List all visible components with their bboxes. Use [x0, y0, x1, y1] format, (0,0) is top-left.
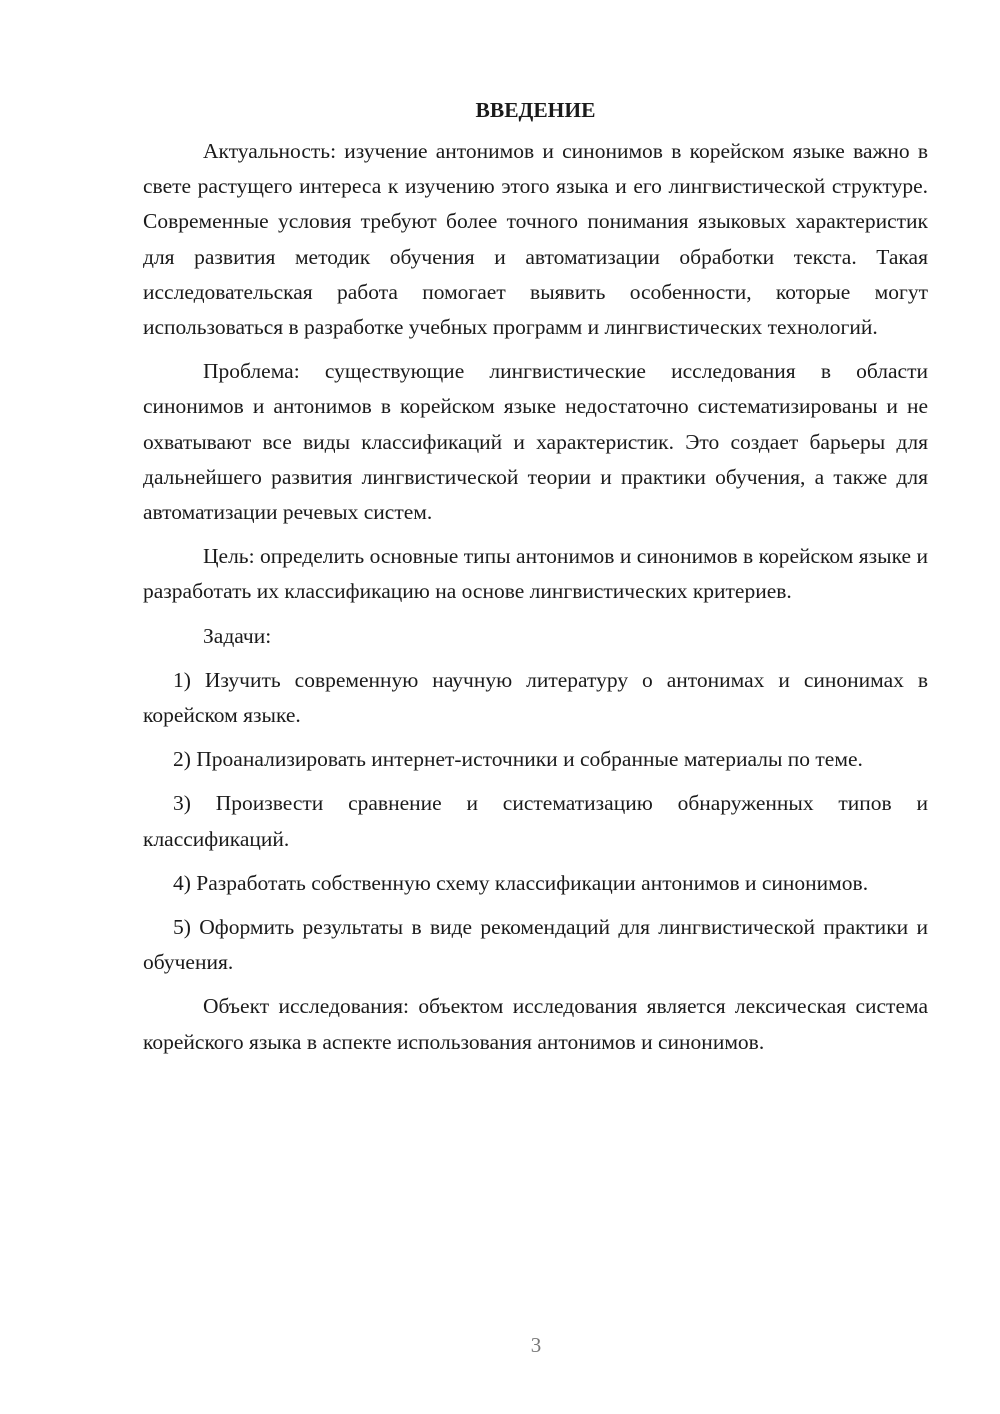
- problem-paragraph: Проблема: существующие лингвистические исследования в области синонимов и антонимов в корейском языке недостаточно систематизированы и не охватывают все виды классификаций и характеристик. Это создает барьеры для дальнейшего развития лингвистической теории и практики обучения, а также для автоматизации речевых систем.: [143, 359, 928, 525]
- relevance-paragraph: Актуальность: изучение антонимов и синонимов в корейском языке важно в свете растущего интереса к изучению этого языка и его лингвистической структуре. Современные условия требуют более точного понимания языковых характеристик для развития методик обучения и автоматизации обработки текста. Такая исследовательская работа помогает выявить особенности, которые могут использоваться в разработке учебных программ и лингвистических технологий.: [143, 139, 928, 340]
- tasks-label: Задачи:: [203, 623, 272, 648]
- task-item-2: 2) Проанализировать интернет-источники и собранные материалы по теме.: [173, 747, 863, 772]
- task-item-4: 4) Разработать собственную схему классификации антонимов и синонимов.: [173, 870, 869, 895]
- document-page: [143, 92, 928, 1069]
- object-paragraph: Объект исследования: объектом исследования является лексическая система корейского языка в аспекте использования антонимов и синонимов.: [143, 994, 928, 1054]
- goal-paragraph: Цель: определить основные типы антонимов и синонимов в корейском языке и разработать их классификацию на основе лингвистических критериев.: [143, 544, 928, 604]
- page-number: 3: [530, 1333, 542, 1357]
- task-item-5: 5) Оформить результаты в виде рекомендаций для лингвистической практики и обучения.: [143, 915, 928, 975]
- section-heading: ВВЕДЕНИЕ: [475, 98, 596, 122]
- task-item-1: 1) Изучить современную научную литературу о антонимах и синонимах в корейском языке.: [143, 667, 928, 728]
- task-item-3: 3) Произвести сравнение и систематизацию обнаруженных типов и классификаций.: [143, 791, 928, 851]
